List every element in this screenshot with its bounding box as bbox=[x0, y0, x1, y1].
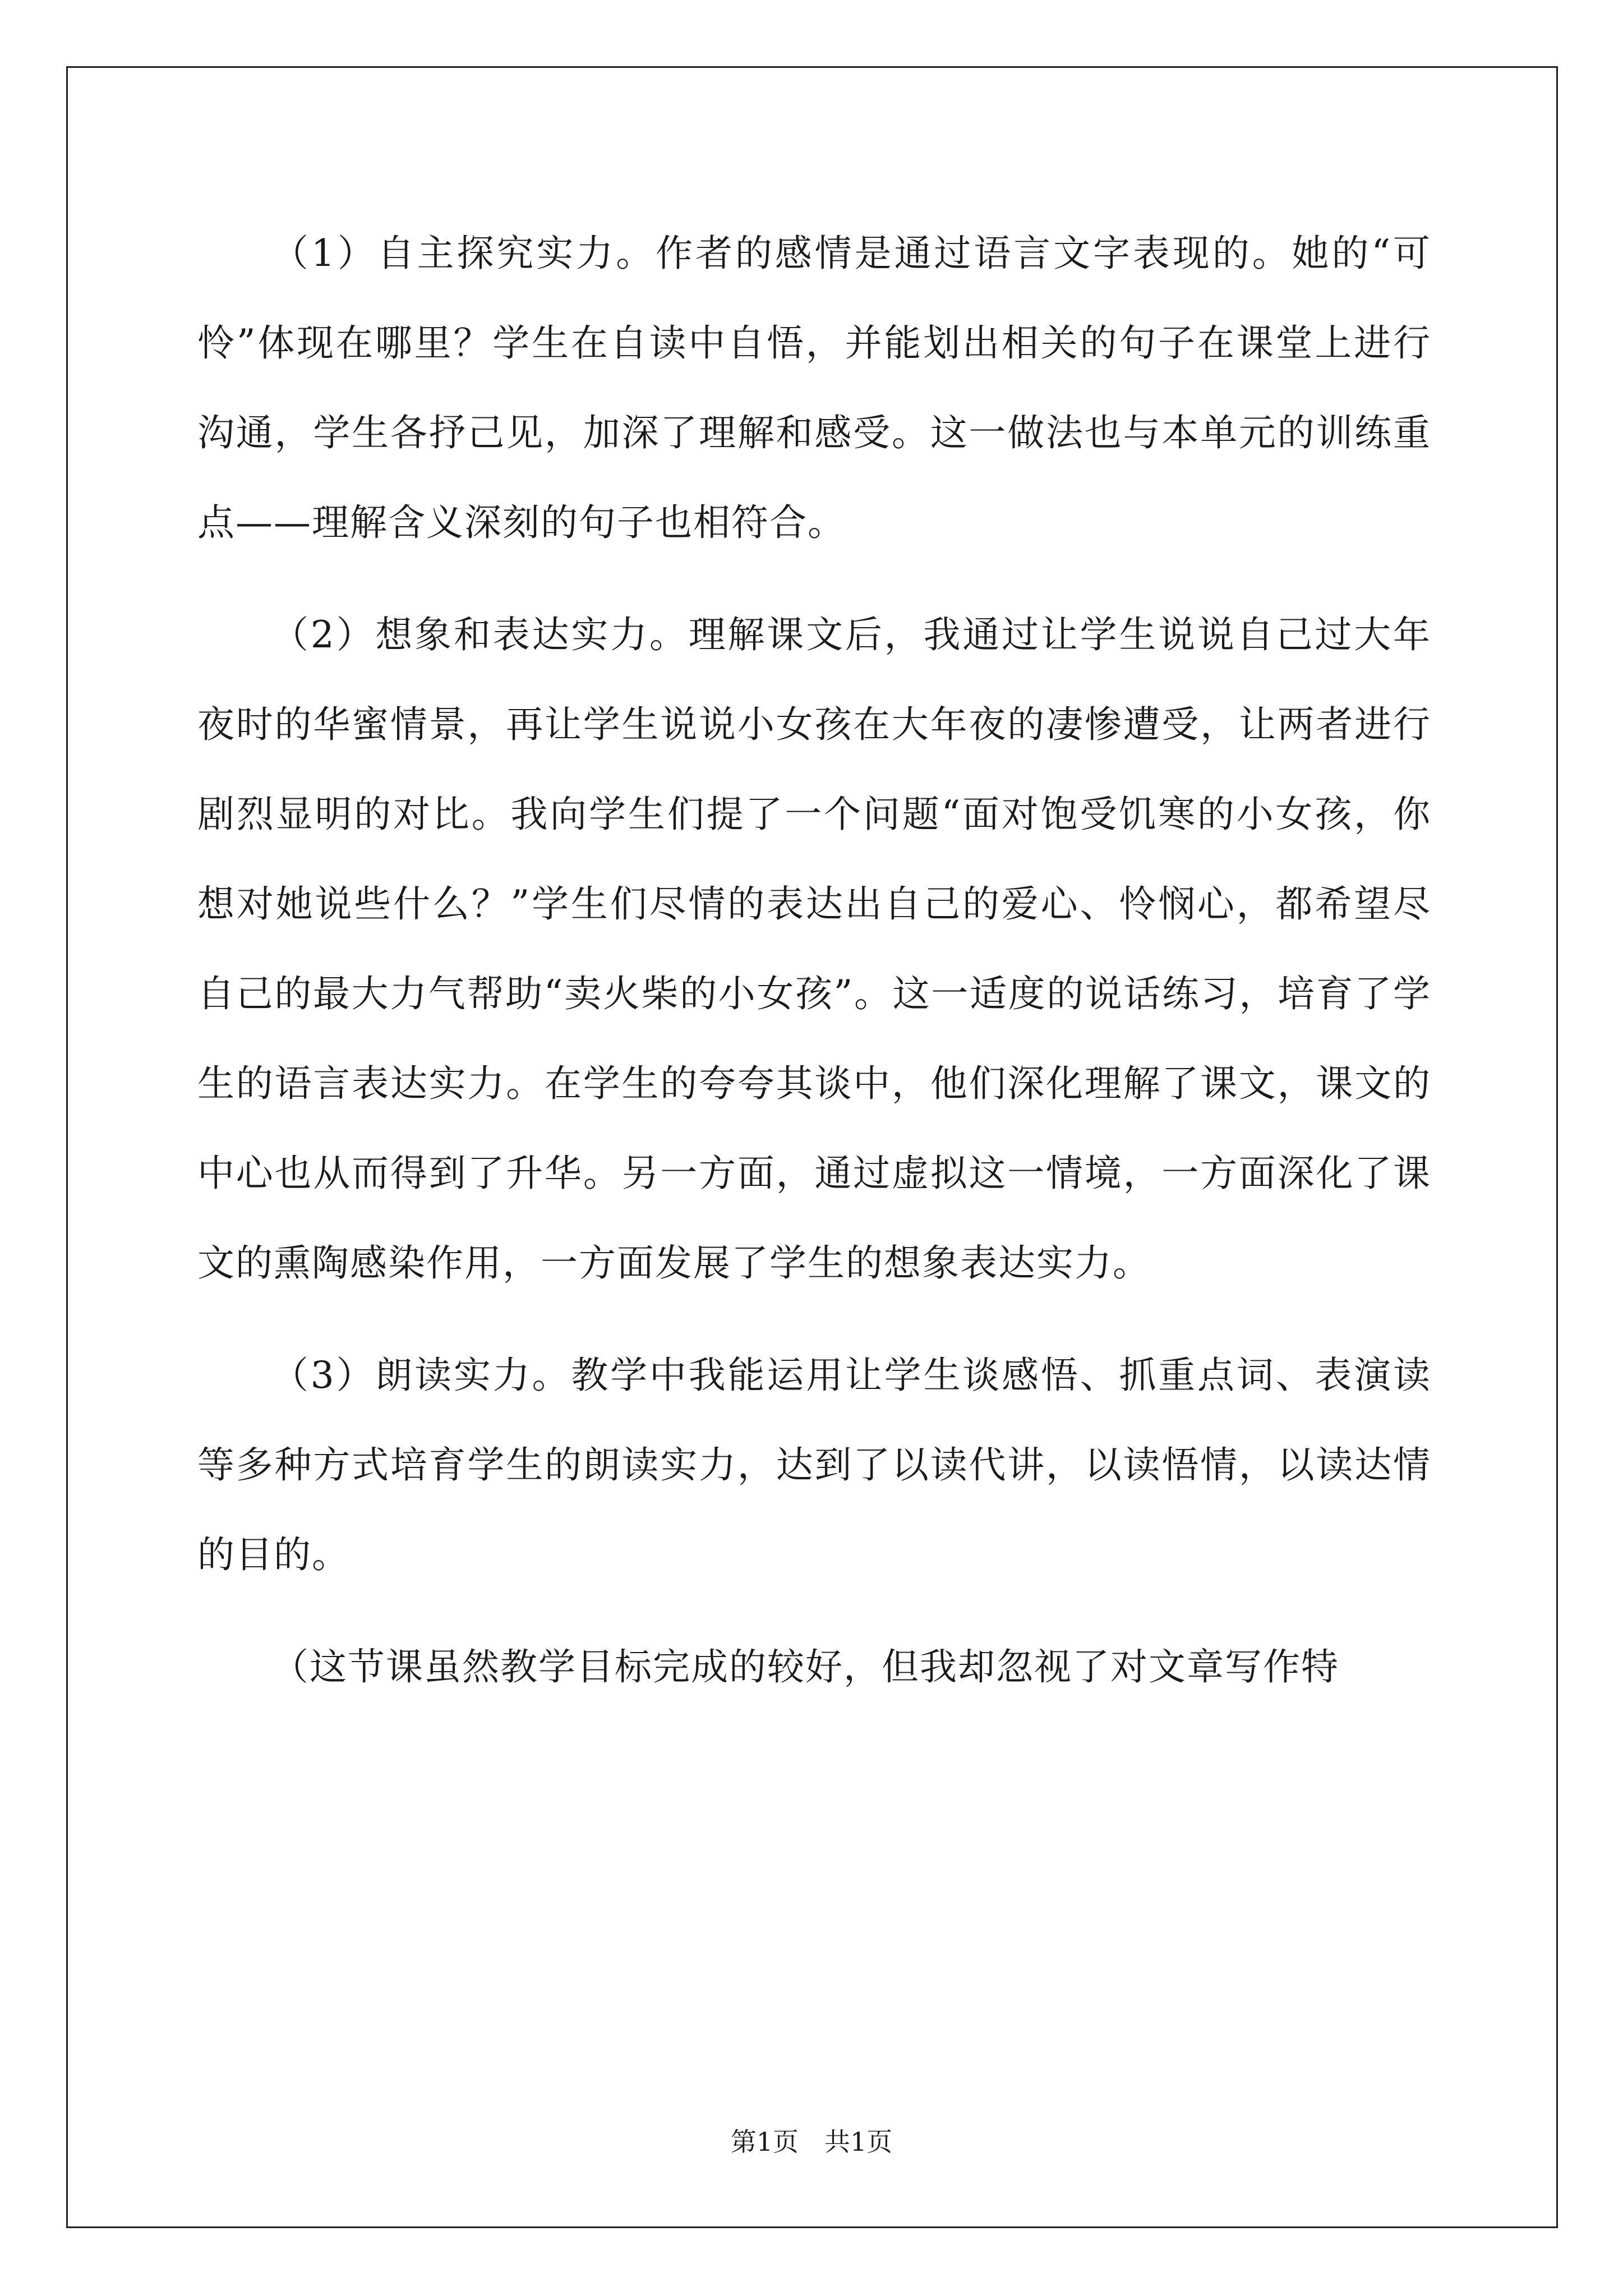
paragraph-3: （3）朗读实力。教学中我能运用让学生谈感悟、抓重点词、表演读等多种方式培育学生的朗读实力，达到了以读代讲，以读悟情，以读达情的目的。 bbox=[197, 1354, 1431, 1576]
paragraph-1: （1）自主探究实力。作者的感情是通过语言文字表现的。她的“可怜”体现在哪里？学生在自读中自悟，并能划出相关的句子在课堂上进行沟通，学生各抒己见，加深了理解和感受。这一做法也与本单元的训练重点——理解含义深刻的句子也相符合。 bbox=[197, 232, 1431, 544]
document-body bbox=[197, 209, 1431, 1734]
page-footer: 第1页 共1页 bbox=[730, 2127, 893, 2157]
paragraph-4: （这节课虽然教学目标完成的较好，但我却忽视了对文章写作特 bbox=[271, 1645, 1339, 1688]
paragraph-2: （2）想象和表达实力。理解课文后，我通过让学生说说自己过大年夜时的华蜜情景，再让学生说说小女孩在大年夜的凄惨遭受，让两者进行剧烈显明的对比。我向学生们提了一个问题“面对饱受饥寒的小女孩，你想对她说些什么？”学生们尽情的表达出自己的爱心、怜悯心，都希望尽自己的最大力气帮助“卖火柴的小女孩”。这一适度的说话练习，培育了学生的语言表达实力。在学生的夸夸其谈中，他们深化理解了课文，课文的中心也从而得到了升华。另一方面，通过虚拟这一情境，一方面深化了课文的熏陶感染作用，一方面发展了学生的想象表达实力。 bbox=[197, 613, 1431, 1285]
